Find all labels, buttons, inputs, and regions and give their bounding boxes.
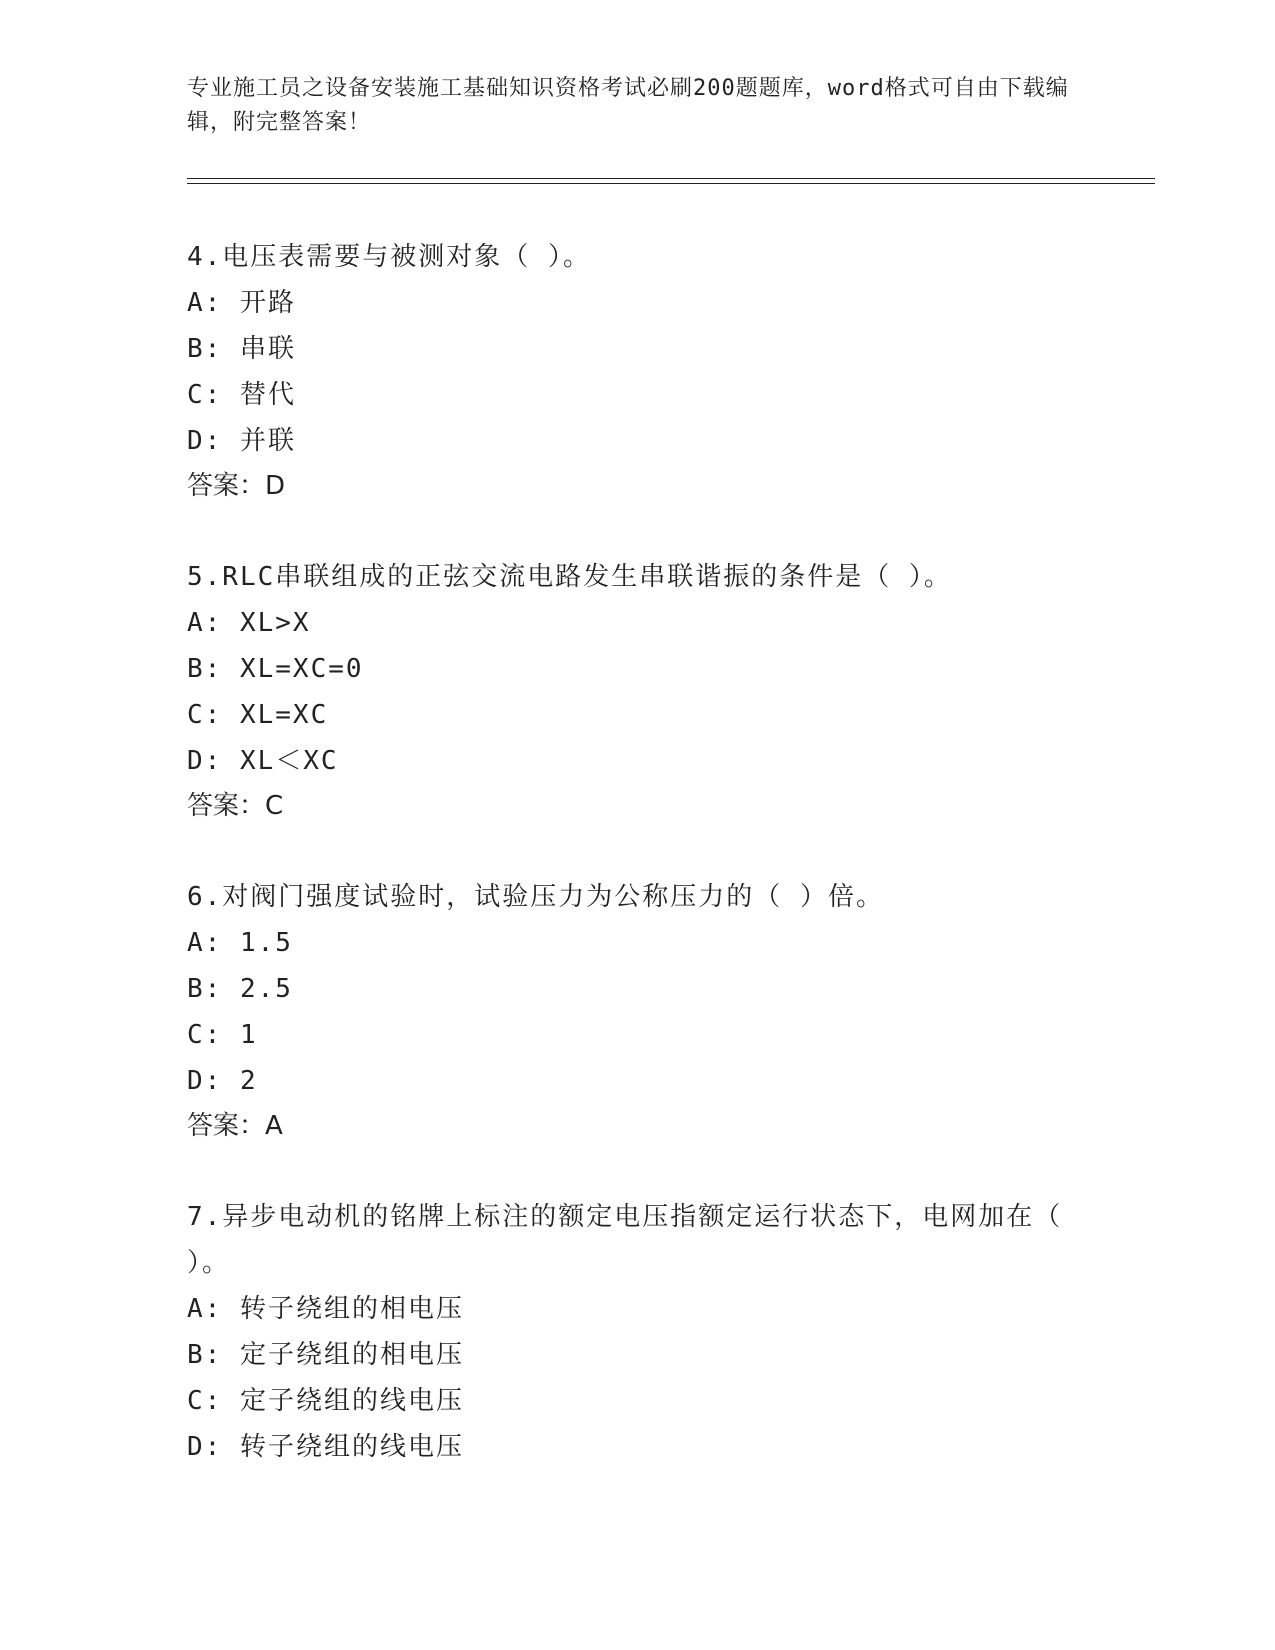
option-b: B: 串联: [187, 334, 296, 364]
question-4: [187, 234, 1087, 508]
question-text: 6.对阀门强度试验时，试验压力为公称压力的（ ）倍。: [187, 882, 884, 912]
option-c: C: 1: [187, 1020, 258, 1050]
question-7: [187, 1194, 1087, 1470]
question-5: [187, 554, 1087, 828]
option-d: D: 并联: [187, 426, 296, 456]
option-d: D: 2: [187, 1066, 258, 1096]
question-6: [187, 874, 1087, 1148]
option-a: A: 转子绕组的相电压: [187, 1294, 464, 1324]
header-divider-bottom: [187, 183, 1155, 184]
option-a: A: XL>X: [187, 608, 311, 638]
option-b: B: XL=XC=0: [187, 654, 364, 684]
option-b: B: 2.5: [187, 974, 293, 1004]
answer-line: 答案：D: [187, 471, 286, 501]
option-d: D: 转子绕组的线电压: [187, 1432, 464, 1462]
header-divider-top: [187, 178, 1155, 179]
option-c: C: XL=XC: [187, 700, 329, 730]
option-b: B: 定子绕组的相电压: [187, 1340, 464, 1370]
option-a: A: 1.5: [187, 928, 293, 958]
option-d: D: XL＜XC: [187, 746, 339, 776]
question-text: 5.RLC串联组成的正弦交流电路发生串联谐振的条件是（ ）。: [187, 562, 952, 592]
document-header: 专业施工员之设备安装施工基础知识资格考试必刷200题题库，word格式可自由下载编辑，附完整答案！: [187, 76, 1069, 135]
option-c: C: 替代: [187, 380, 296, 410]
question-text: 7.异步电动机的铭牌上标注的额定电压指额定运行状态下，电网加在（ ）。: [187, 1202, 1063, 1278]
question-text: 4.电压表需要与被测对象（ ）。: [187, 242, 591, 272]
option-a: A: 开路: [187, 288, 296, 318]
answer-line: 答案：C: [187, 791, 284, 821]
option-c: C: 定子绕组的线电压: [187, 1386, 464, 1416]
answer-line: 答案：A: [187, 1111, 283, 1141]
